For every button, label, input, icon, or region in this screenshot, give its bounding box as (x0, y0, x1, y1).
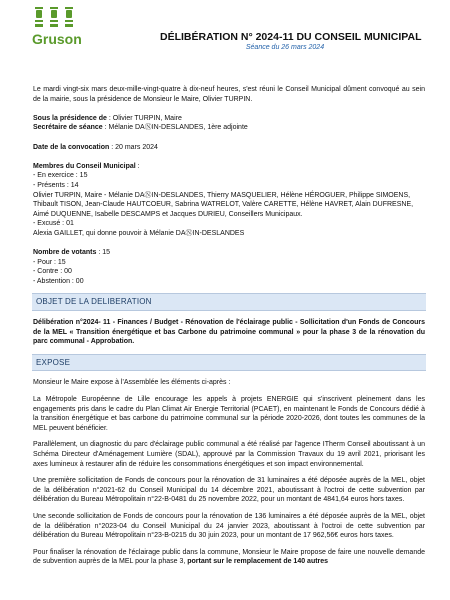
municipal-logo (31, 5, 82, 55)
presidence-value: : Olivier TURPIN, Maire (106, 114, 182, 122)
membres-pouvoir: Alexia GAILLET, qui donne pouvoir à Mélanie DAⓃIN-DESLANDES (33, 229, 245, 237)
votants-label: Nombre de votants (33, 249, 97, 257)
secretaire-label: Secrétaire de séance (33, 124, 103, 132)
objet-text: Délibération n°2024- 11 - Finances / Budget - Rénovation de l'éclairage public - Sollicitation d'un Fonds de Concours de la MEL « Transition énergétique et bas Carbone du patrimoine communal » pour la phase 3 de la rénovation du parc communal - Approbation. (33, 319, 425, 346)
membres-list: Olivier TURPIN, Maire - Mélanie DAⓃIN-DESLANDES, Thierry MASQUELIER, Hélène HÉROGUER, Philippe SIMOENS, Thibault TISON, Jean-Claude HAUTCOEUR, Sabrina WATRELOT, Valère CARETTE, Hélène HAVRET, Alain DUFRESNE, Aimé DUQUENNE, Isabelle DESCAMPS et Jacques DURIEU, Conseillers Municipaux. (33, 191, 414, 218)
membres-excuse: - Excusé : 01 (33, 220, 74, 228)
intro-paragraph: Le mardi vingt-six mars deux-mille-vingt-quatre à dix-neuf heures, s'est réuni le Conseil Municipal dûment convoqué au sein de la mairie, sous la présidence de Monsieur le Maire, Olivier TURPIN. (33, 86, 425, 103)
expose-last-text: Pour finaliser la rénovation de l'éclairage public dans la commune, Monsieur le Maire propose de faire une nouvelle demande de subvention auprès de la MEL pour la phase 3, (33, 548, 425, 566)
page-title: DÉLIBÉRATION N° 2024-11 DU CONSEIL MUNICIPAL (160, 31, 422, 43)
logo-tree-marks-icon (35, 5, 75, 29)
membres-presents: - Présents : 14 (33, 181, 79, 189)
presidence-label: Sous la présidence de (33, 114, 107, 122)
secretaire-line (33, 123, 425, 133)
membres-label: Membres du Conseil Municipal (33, 162, 136, 170)
section-objet-heading: OBJET DE LA DELIBERATION (32, 293, 426, 311)
votants-contre: - Contre : 00 (33, 268, 72, 276)
votants-abstention: - Abstention : 00 (33, 277, 84, 285)
convocation-label: Date de la convocation (33, 143, 110, 151)
secretaire-value: : Mélanie DAⓃIN-DESLANDES, 1ère adjointe (102, 124, 248, 132)
logo-text: Gruson (32, 31, 82, 47)
expose-paragraph: Parallèlement, un diagnostic du parc d'éclairage public communal a été réalisé par l'agence ITherm Conseil aboutissant à un Schéma Directeur d'Aménagement Lumière (SDAL), approuvé par la Commission Travaux du 19 avril 2021, priorisant les axes lumineux à restaurer afin de réduire les consommations énergétiques et son impact environnemental. (33, 441, 425, 468)
expose-last-paragraph (33, 548, 425, 567)
votants-pour: - Pour : 15 (33, 258, 66, 266)
section-expose-heading: EXPOSE (32, 354, 426, 372)
convocation-value: : 20 mars 2024 (109, 143, 158, 151)
membres-en-exercice: - En exercice : 15 (33, 172, 88, 180)
membres-label-suffix: : (135, 162, 140, 170)
convocation-line (33, 143, 425, 153)
expose-paragraph: Une seconde sollicitation de Fonds de concours pour la rénovation de 136 luminaires a été déposée auprès de la MEL, objet de la délibération n°2023-04 du Conseil Municipal du 24 janvier 2023, aboutissant à l'octroi de cette subvention par délibération du Bureau Métropolitain n°23-B-0215 du 30 juin 2023, pour un montant de 17 962,56€ euros hors taxes. (33, 512, 425, 540)
votants-heading (33, 248, 425, 258)
expose-paragraph: Monsieur le Maire expose à l'Assemblée les éléments ci-après : (33, 379, 231, 387)
membres-heading (33, 162, 425, 172)
document-body (33, 85, 425, 567)
session-date: Séance du 26 mars 2024 (245, 44, 325, 51)
expose-last-bold: portant sur le remplacement de 140 autres (187, 558, 329, 566)
votants-value: : 15 (96, 249, 111, 257)
expose-paragraph: Une première sollicitation de Fonds de concours pour la rénovation de 31 luminaires a été déposée auprès de la MEL, objet de la délibération n°2021-62 du Conseil Municipal du 14 décembre 2021, aboutissant à l'octroi de cette subvention par délibération du Bureau Métropolitain n°22-B-0481 du 25 novembre 2022, pour un montant de 4841,64 euros hors taxes. (33, 477, 425, 504)
presidence-line (33, 114, 425, 124)
expose-paragraph: La Métropole Européenne de Lille encourage les appels à projets ENERGIE qui s'inscrivent pleinement dans les engagements pris dans le cadre du Plan Climat Air Energie Territorial (PCAET), en maintenant le Fonds de Concours dédié à la transition énergétique et bas carbone du patrimoine communal sur la période 2020-2026, dont toutes les communes de la MEL peuvent bénéficier. (33, 396, 425, 432)
